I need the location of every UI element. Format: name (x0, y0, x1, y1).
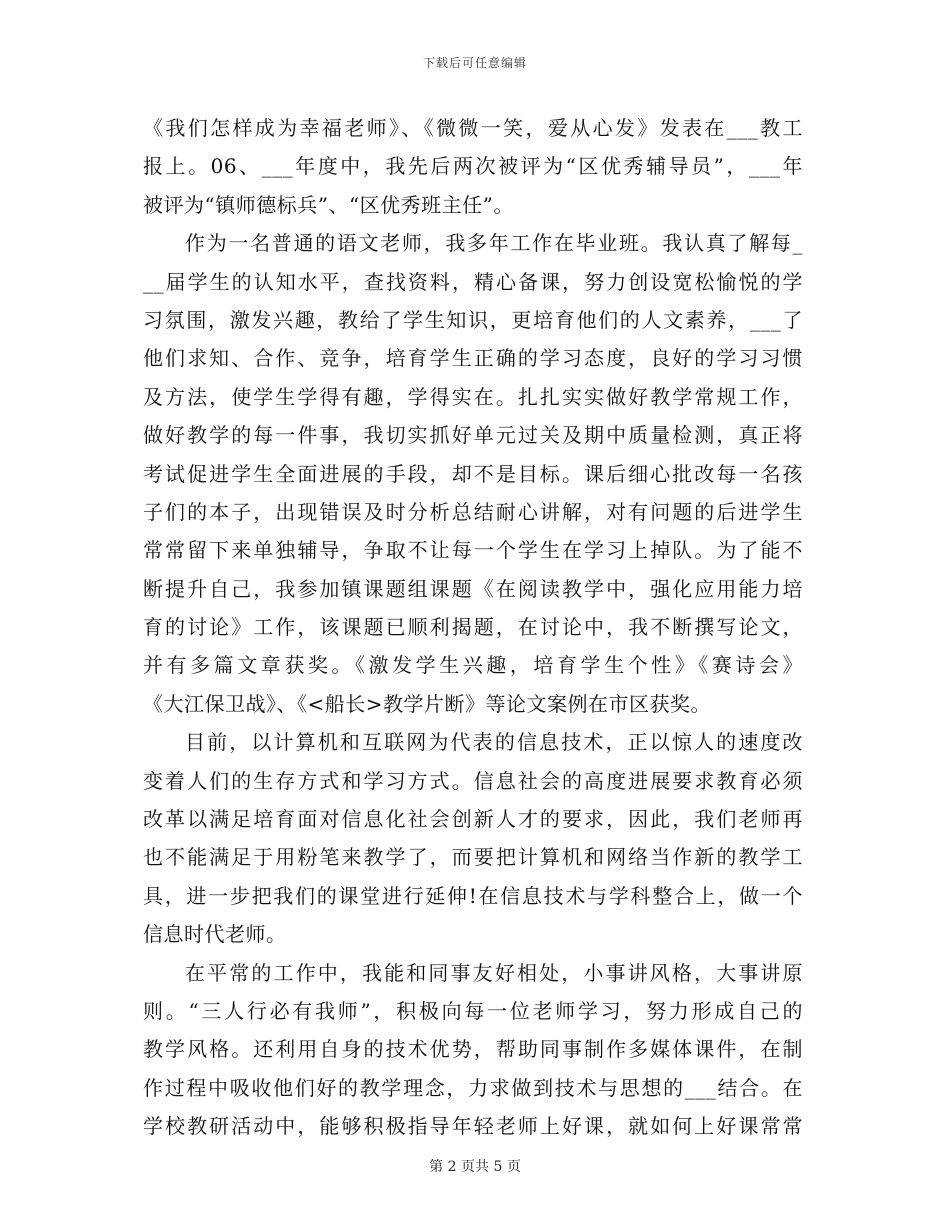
text-line: 具，进一步把我们的课堂进行延伸!在信息技术与学科整合上，做一个 (143, 883, 803, 908)
text-line: 也不能满足于用粉笔来教学了，而要把计算机和网络当作新的教学工 (143, 845, 803, 870)
text-line: 做好教学的每一件事，我切实抓好单元过关及期中质量检测，真正将 (143, 423, 803, 448)
paragraph (143, 957, 803, 1143)
text-line: 育的讨论》工作，该课题已顺利揭题，在讨论中，我不断撰写论文， (143, 615, 803, 640)
paragraph (143, 227, 803, 720)
text-line: 学校教研活动中，能够积极指导年轻老师上好课，就如何上好课常常 (143, 1114, 803, 1139)
current-page-number: 2 (447, 1159, 457, 1175)
page-header: 下载后可任意编辑 (422, 56, 527, 70)
text-line: 作为一名普通的语文老师，我多年工作在毕业班。我认真了解每_ (185, 231, 803, 256)
text-line: 及方法，使学生学得有趣，学得实在。扎扎实实做好教学常规工作， (143, 384, 803, 409)
text-line: 改革以满足培育面对信息化社会创新人才的要求，因此，我们老师再 (143, 807, 803, 832)
text-line: 《大江保卫战》、《<船长>教学片断》等论文案例在市区获奖。 (143, 691, 712, 716)
text-line: 被评为“镇师德标兵”、“区优秀班主任”。 (143, 192, 514, 217)
text-line: 并有多篇文章获奖。《激发学生兴趣，培育学生个性》《赛诗会》 (143, 653, 803, 678)
text-line: 考试促进学生全面进展的手段，却不是目标。课后细心批改每一名孩 (143, 461, 803, 486)
text-line: 习氛围，激发兴趣，教给了学生知识，更培育他们的人文素养，___了 (143, 307, 803, 332)
text-line: 教学风格。还利用自身的技术优势，帮助同事制作多媒体课件，在制 (143, 1037, 803, 1062)
page-number-middle: 页共 (461, 1159, 489, 1175)
page-number-suffix: 页 (506, 1159, 521, 1175)
text-line: __届学生的认知水平，查找资料，精心备课，努力创设宽松愉悦的学 (143, 269, 803, 294)
total-page-count: 5 (493, 1159, 503, 1175)
paragraph (143, 726, 803, 950)
text-line: 则。“三人行必有我师”，积极向每一位老师学习，努力形成自己的 (143, 998, 803, 1023)
text-line: 变着人们的生存方式和学习方式。信息社会的高度进展要求教育必须 (143, 768, 803, 793)
text-line: 子们的本子，出现错误及时分析总结耐心讲解，对有问题的后进学生 (143, 499, 803, 524)
text-line: 断提升自己，我参加镇课题组课题《在阅读教学中，强化应用能力培 (143, 576, 803, 601)
page-footer (0, 1156, 950, 1176)
text-line: 报上。06、___年度中，我先后两次被评为“区优秀辅导员”，___年 (143, 154, 803, 179)
text-line: 他们求知、合作、竞争，培育学生正确的学习态度，良好的学习习惯 (143, 346, 803, 371)
text-line: 《我们怎样成为幸福老师》、《微微一笑，爱从心发》发表在___教工 (143, 116, 803, 140)
text-line: 作过程中吸收他们好的教学理念，力求做到技术与思想的___结合。在 (143, 1075, 803, 1100)
text-line: 信息时代老师。 (143, 922, 287, 947)
text-line: 目前，以计算机和互联网为代表的信息技术，正以惊人的速度改 (185, 730, 803, 755)
text-line: 常常留下来单独辅导，争取不让每一个学生在学习上掉队。为了能不 (143, 538, 803, 563)
document-body (143, 112, 803, 1149)
text-line: 在平常的工作中，我能和同事友好相处，小事讲风格，大事讲原 (185, 960, 803, 985)
page-number-prefix: 第 (429, 1159, 444, 1175)
paragraph (143, 112, 803, 221)
